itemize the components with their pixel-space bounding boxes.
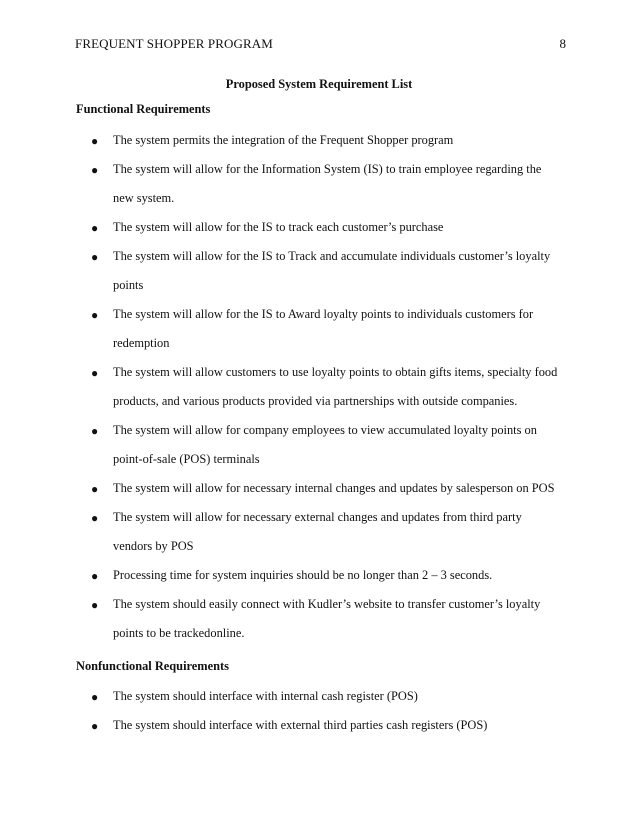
functional-requirement-item-11-line-2: points to be trackedonline.	[113, 626, 245, 640]
functional-requirement-item-9-line-2: vendors by POS	[113, 539, 194, 553]
bullet-icon: ●	[91, 719, 99, 733]
running-head: FREQUENT SHOPPER PROGRAM	[75, 36, 273, 51]
functional-requirement-item-2-line-2: new system.	[113, 191, 175, 205]
functional-requirement-item-11-line-1: The system should easily connect with Kudler’s website to transfer customer’s loyalty	[113, 597, 541, 611]
nonfunctional-requirement-item-2-line-1: The system should interface with external third parties cash registers (POS)	[113, 718, 488, 732]
nonfunctional-requirements-heading: Nonfunctional Requirements	[76, 659, 229, 673]
functional-requirement-item-4-line-2: points	[113, 278, 144, 292]
bullet-icon: ●	[91, 424, 99, 438]
functional-requirement-item-5-line-2: redemption	[113, 336, 170, 350]
bullet-icon: ●	[91, 134, 99, 148]
functional-requirement-item-2-line-1: The system will allow for the Information System (IS) to train employee regarding the	[113, 162, 542, 176]
bullet-icon: ●	[91, 250, 99, 264]
functional-requirement-item-4-line-1: The system will allow for the IS to Track and accumulate individuals customer’s loyalty	[113, 249, 551, 263]
nonfunctional-requirement-item-1-line-1: The system should interface with internal cash register (POS)	[113, 689, 418, 703]
bullet-icon: ●	[91, 482, 99, 496]
functional-requirement-item-5-line-1: The system will allow for the IS to Award loyalty points to individuals customers for	[113, 307, 534, 321]
document-title: Proposed System Requirement List	[225, 77, 413, 91]
bullet-icon: ●	[91, 569, 99, 583]
bullet-icon: ●	[91, 690, 99, 704]
bullet-icon: ●	[91, 511, 99, 525]
bullet-icon: ●	[91, 308, 99, 322]
bullet-icon: ●	[91, 221, 99, 235]
functional-requirement-item-1-line-1: The system permits the integration of the Frequent Shopper program	[113, 133, 454, 147]
functional-requirements-heading: Functional Requirements	[76, 102, 211, 116]
functional-requirement-item-6-line-2: products, and various products provided via partnerships with outside companies.	[113, 394, 518, 408]
functional-requirement-item-7-line-1: The system will allow for company employees to view accumulated loyalty points on	[113, 423, 537, 437]
functional-requirement-item-8-line-1: The system will allow for necessary internal changes and updates by salesperson on POS	[113, 481, 555, 495]
functional-requirement-item-7-line-2: point-of-sale (POS) terminals	[113, 452, 260, 466]
functional-requirement-item-9-line-1: The system will allow for necessary external changes and updates from third party	[113, 510, 522, 524]
functional-requirement-item-3-line-1: The system will allow for the IS to track each customer’s purchase	[113, 220, 444, 234]
bullet-icon: ●	[91, 163, 99, 177]
bullet-icon: ●	[91, 366, 99, 380]
bullet-icon: ●	[91, 598, 99, 612]
functional-requirement-item-10-line-1: Processing time for system inquiries should be no longer than 2 – 3 seconds.	[113, 568, 493, 582]
functional-requirement-item-6-line-1: The system will allow customers to use loyalty points to obtain gifts items, specialty food	[113, 365, 558, 379]
page-number: 8	[559, 36, 566, 51]
